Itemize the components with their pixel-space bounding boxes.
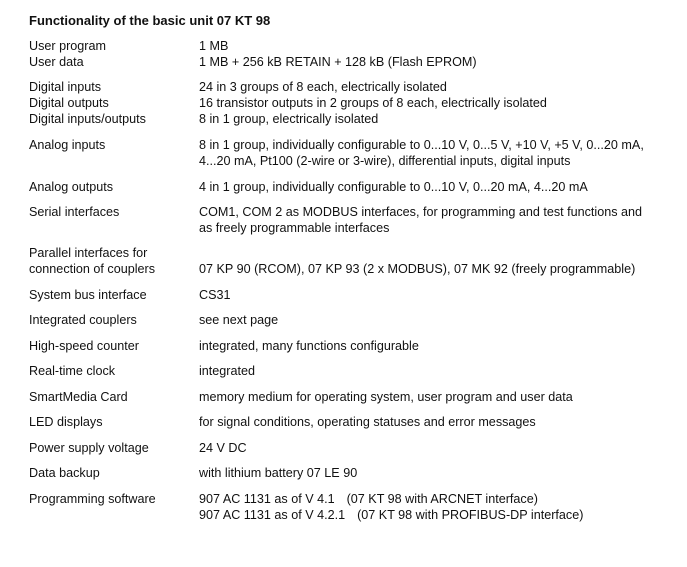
spec-label: Programming software (29, 492, 156, 506)
spec-value (199, 491, 679, 523)
spec-value: integrated, many functions configurable (199, 339, 419, 353)
software-entry: 907 AC 1131 as of V 4.2.1 (07 KT 98 with PROFIBUS-DP interface) (199, 508, 584, 522)
page-title: Functionality of the basic unit 07 KT 98 (29, 13, 271, 28)
spec-label: Digital outputs (29, 96, 109, 110)
spec-value: memory medium for operating system, user program and user data (199, 390, 573, 404)
spec-label: SmartMedia Card (29, 390, 128, 404)
spec-value: with lithium battery 07 LE 90 (199, 466, 358, 480)
spec-value: 24 V DC (199, 441, 247, 455)
spec-label: User data (29, 55, 84, 69)
spec-value: CS31 (199, 288, 231, 302)
spec-value: for signal conditions, operating statuses and error messages (199, 415, 536, 429)
spec-label: Real-time clock (29, 364, 116, 378)
spec-value: 1 MB + 256 kB RETAIN + 128 kB (Flash EPROM) (199, 55, 477, 69)
spec-value: 8 in 1 group, electrically isolated (199, 112, 379, 126)
software-entry: 907 AC 1131 as of V 4.1 (07 KT 98 with ARCNET interface) (199, 492, 538, 506)
spec-label: Digital inputs/outputs (29, 112, 146, 126)
spec-label: Analog inputs (29, 138, 106, 152)
spec-value: see next page (199, 313, 279, 327)
spec-label: Analog outputs (29, 180, 114, 194)
spec-value: COM1, COM 2 as MODBUS interfaces, for programming and test functions and as freely programmable interfaces (199, 205, 643, 235)
spec-label: Parallel interfaces for connection of couplers (29, 246, 156, 276)
spec-label: LED displays (29, 415, 103, 429)
spec-value: 24 in 3 groups of 8 each, electrically isolated (199, 80, 447, 94)
spec-value: 4 in 1 group, individually configurable to 0...10 V, 0...20 mA, 4...20 mA (199, 180, 588, 194)
spec-value: 16 transistor outputs in 2 groups of 8 each, electrically isolated (199, 96, 547, 110)
spec-label: High-speed counter (29, 339, 139, 353)
spec-value: 1 MB (199, 39, 229, 53)
spec-value: 07 KP 90 (RCOM), 07 KP 93 (2 x MODBUS), 07 MK 92 (freely programmable) (199, 262, 636, 276)
spec-label: Power supply voltage (29, 441, 149, 455)
spec-value: integrated (199, 364, 256, 378)
spec-label: Integrated couplers (29, 313, 137, 327)
spec-label: Data backup (29, 466, 100, 480)
spec-label: User program (29, 39, 106, 53)
spec-label: Serial interfaces (29, 205, 120, 219)
spec-label: System bus interface (29, 288, 147, 302)
spec-value: 8 in 1 group, individually configurable to 0...10 V, 0...5 V, +10 V, +5 V, 0...20 mA, 4...20 mA, Pt100 (2-wire or 3-wire), differential inputs, digital inputs (199, 138, 644, 168)
spec-label: Digital inputs (29, 80, 102, 94)
